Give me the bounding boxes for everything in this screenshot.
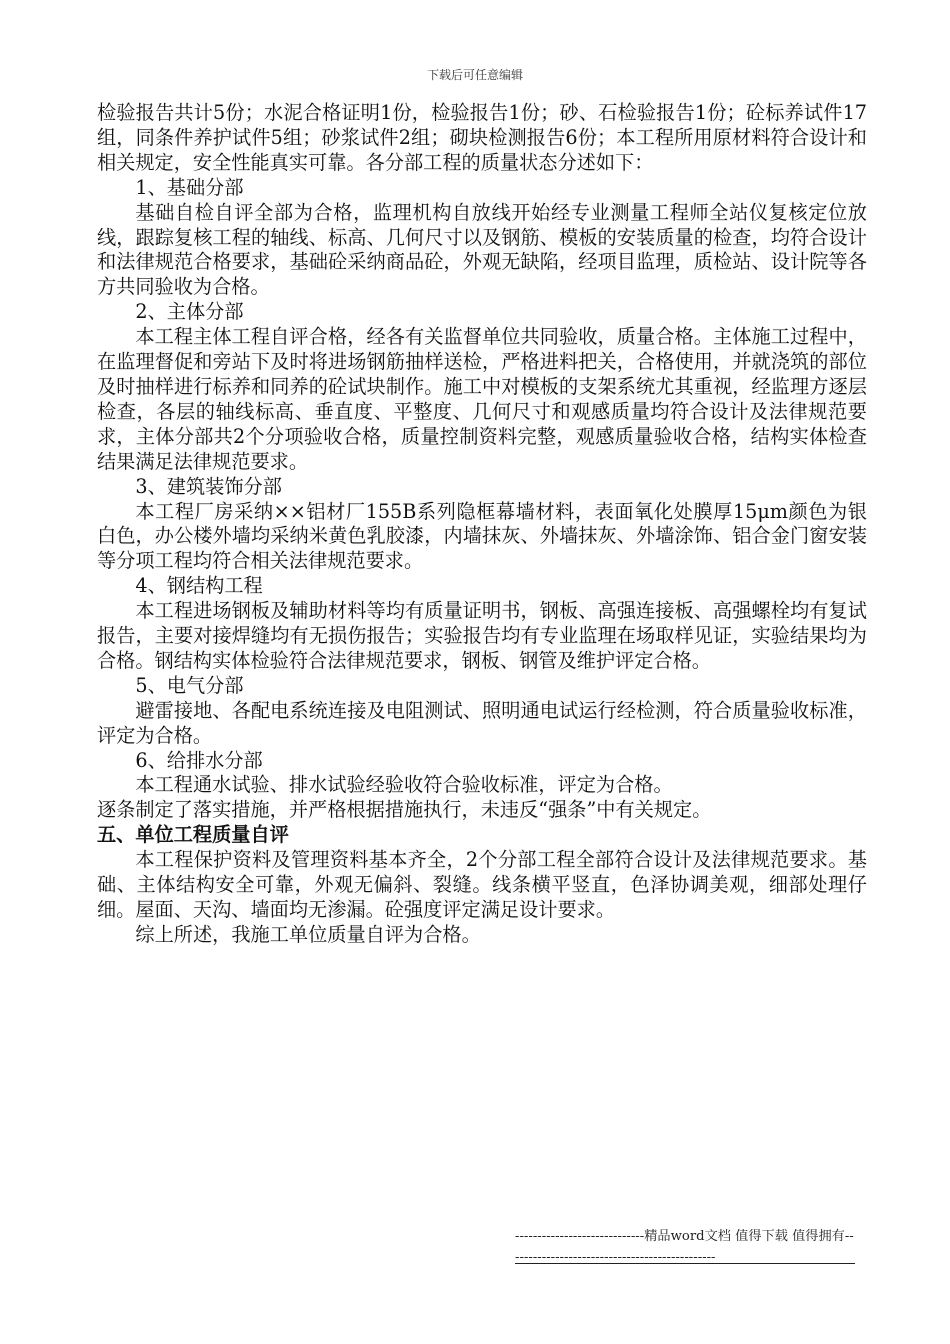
section-heading: 五、单位工程质量自评	[97, 823, 289, 847]
paragraph: 检验报告共计5份；水泥合格证明1份，检验报告1份；砂、石检验报告1份；砼标养试件17组，同条件养护试件5组；砂浆试件2组；砌块检测报告6份；本工程所用原材料符合设计和相关规定，安全性能真实可靠。各分部工程的质量状态分述如下：	[97, 101, 867, 174]
paragraph: 基础自检自评全部为合格，监理机构自放线开始经专业测量工程师全站仪复核定位放线，跟踪复核工程的轴线、标高、几何尺寸以及钢筋、模板的安装质量的检查，均符合设计和法律规范合格要求，基础砼采纳商品砼，外观无缺陷，经项目监理，质检站、设计院等各方共同验收为合格。	[97, 200, 867, 299]
paragraph: 5、电气分部	[135, 673, 244, 697]
paragraph: 4、钢结构工程	[135, 574, 263, 598]
page-header: 下载后可任意编辑	[426, 68, 523, 82]
paragraph: 综上所述，我施工单位质量自评为合格。	[135, 922, 481, 946]
paragraph: 本工程进场钢板及辅助材料等均有质量证明书，钢板、高强连接板、高强螺栓均有复试报告，主要对接焊缝均有无损伤报告；实验报告均有专业监理在场取样见证，实验结果均为合格。钢结构实体检验符合法律规范要求，钢板、钢管及维护评定合格。	[97, 599, 867, 672]
paragraph: 本工程通水试验、排水试验经验收符合验收标准，评定为合格。	[135, 773, 673, 797]
paragraph: 2、主体分部	[135, 300, 244, 324]
document-body	[97, 101, 867, 948]
paragraph: 本工程主体工程自评合格，经各有关监督单位共同验收，质量合格。主体施工过程中，在监理督促和旁站下及时将进场钢筋抽样送检，严格进料把关，合格使用，并就浇筑的部位及时抽样进行标养和同养的砼试块制作。施工中对模板的支架系统尤其重视，经监理方逐层检查，各层的轴线标高、垂直度、平整度、几何尺寸和观感质量均符合设计及法律规范要求，主体分部共2个分项验收合格，质量控制资料完整，观感质量验收合格，结构实体检查结果满足法律规范要求。	[97, 325, 867, 473]
paragraph: 避雷接地、各配电系统连接及电阻测试、照明通电试运行经检测，符合质量验收标准，评定为合格。	[97, 698, 867, 747]
page-footer: -----------------------------精品word文档 值得下载 值得拥有-----------------------------------------------	[515, 1229, 854, 1265]
paragraph: 逐条制定了落实措施，并严格根据措施执行，未违反“强条”中有关规定。	[97, 798, 712, 822]
paragraph: 1、基础分部	[135, 175, 244, 199]
paragraph: 3、建筑装饰分部	[135, 474, 282, 498]
paragraph: 6、给排水分部	[135, 748, 263, 772]
footer-rule	[515, 1263, 855, 1264]
paragraph: 本工程厂房采纳××铝材厂155B系列隐框幕墙材料，表面氧化处膜厚15μm颜色为银白色，办公楼外墙均采纳米黄色乳胶漆，内墙抹灰、外墙抹灰、外墙涂饰、铝合金门窗安装等分项工程均符合相关法律规范要求。	[97, 499, 867, 573]
paragraph: 本工程保护资料及管理资料基本齐全，2个分部工程全部符合设计及法律规范要求。基础、主体结构安全可靠，外观无偏斜、裂缝。线条横平竖直，色泽协调美观，细部处理仔细。屋面、天沟、墙面均无渗漏。砼强度评定满足设计要求。	[97, 848, 867, 921]
